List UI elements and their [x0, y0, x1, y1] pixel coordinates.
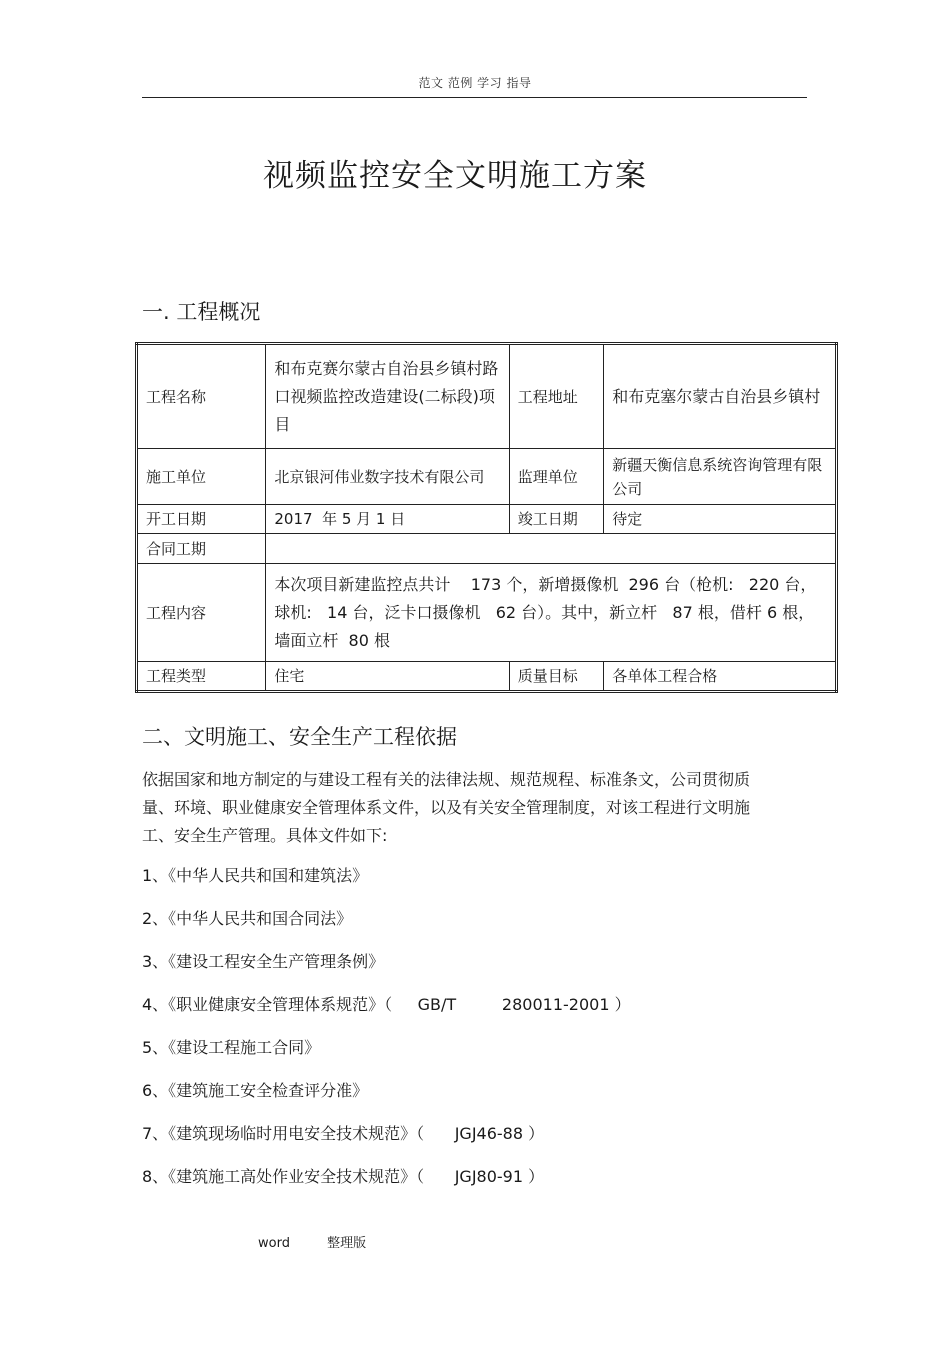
table-row	[137, 662, 837, 692]
list-item: 2、《中华人民共和国合同法》	[142, 909, 353, 928]
project-type-label: 工程类型	[137, 662, 266, 692]
quality-goal-value: 各单体工程合格	[604, 662, 837, 692]
list-item: 5、《建设工程施工合同》	[142, 1038, 321, 1057]
contract-period-value	[266, 534, 837, 564]
start-date-value: 2017 年 5 月 1 日	[266, 505, 509, 534]
project-name-label: 工程名称	[137, 344, 266, 449]
header-divider	[142, 97, 807, 98]
finish-date-value: 待定	[604, 505, 837, 534]
list-item: 4、《职业健康安全管理体系规范》（ GB/T 280011-2001 ）	[142, 995, 631, 1014]
section-heading-basis: 二、文明施工、安全生产工程依据	[142, 725, 457, 749]
section-heading-overview: 一. 工程概况	[142, 300, 261, 324]
contract-period-label: 合同工期	[137, 534, 266, 564]
project-content-value: 本次项目新建监控点共计 173 个，新增摄像机 296 台（枪机: 220 台，球机: 14 台，泛卡口摄像机 62 台）。其中，新立杆 87 根，借杆 6 根，墙面立杆 80 根	[266, 564, 837, 662]
table-row	[137, 534, 837, 564]
contractor-value: 北京银河伟业数字技术有限公司	[266, 449, 509, 505]
start-date-label: 开工日期	[137, 505, 266, 534]
table-row	[137, 505, 837, 534]
list-item: 8、《建筑施工高处作业安全技术规范》（ JGJ80-91 ）	[142, 1167, 545, 1186]
basis-paragraph: 依据国家和地方制定的与建设工程有关的法律法规、规范规程、标准条文，公司贯彻质量、环境、职业健康安全管理体系文件，以及有关安全管理制度，对该工程进行文明施工、安全生产管理。具体文件如下:	[142, 770, 751, 845]
table-row	[137, 449, 837, 505]
table-row	[137, 564, 837, 662]
project-overview-table	[135, 342, 838, 693]
document-title: 视频监控安全文明施工方案	[263, 158, 647, 194]
contractor-label: 施工单位	[137, 449, 266, 505]
list-item: 1、《中华人民共和国和建筑法》	[142, 866, 369, 885]
list-item: 6、《建筑施工安全检查评分准》	[142, 1081, 369, 1100]
finish-date-label: 竣工日期	[509, 505, 604, 534]
table-row	[137, 344, 837, 449]
page-header: 范文 范例 学习 指导	[418, 76, 532, 90]
regulation-list	[142, 862, 842, 1206]
project-name-value: 和布克赛尔蒙古自治县乡镇村路口视频监控改造建设(二标段)项目	[266, 344, 509, 449]
address-label: 工程地址	[509, 344, 604, 449]
list-item: 3、《建设工程安全生产管理条例》	[142, 952, 385, 971]
supervisor-label: 监理单位	[509, 449, 604, 505]
quality-goal-label: 质量目标	[509, 662, 604, 692]
project-content-label: 工程内容	[137, 564, 266, 662]
page-footer: word 整理版	[258, 1236, 367, 1251]
address-value: 和布克塞尔蒙古自治县乡镇村	[604, 344, 837, 449]
list-item: 7、《建筑现场临时用电安全技术规范》（ JGJ46-88 ）	[142, 1124, 545, 1143]
supervisor-value: 新疆天衡信息系统咨询管理有限公司	[604, 449, 837, 505]
project-type-value: 住宅	[266, 662, 509, 692]
